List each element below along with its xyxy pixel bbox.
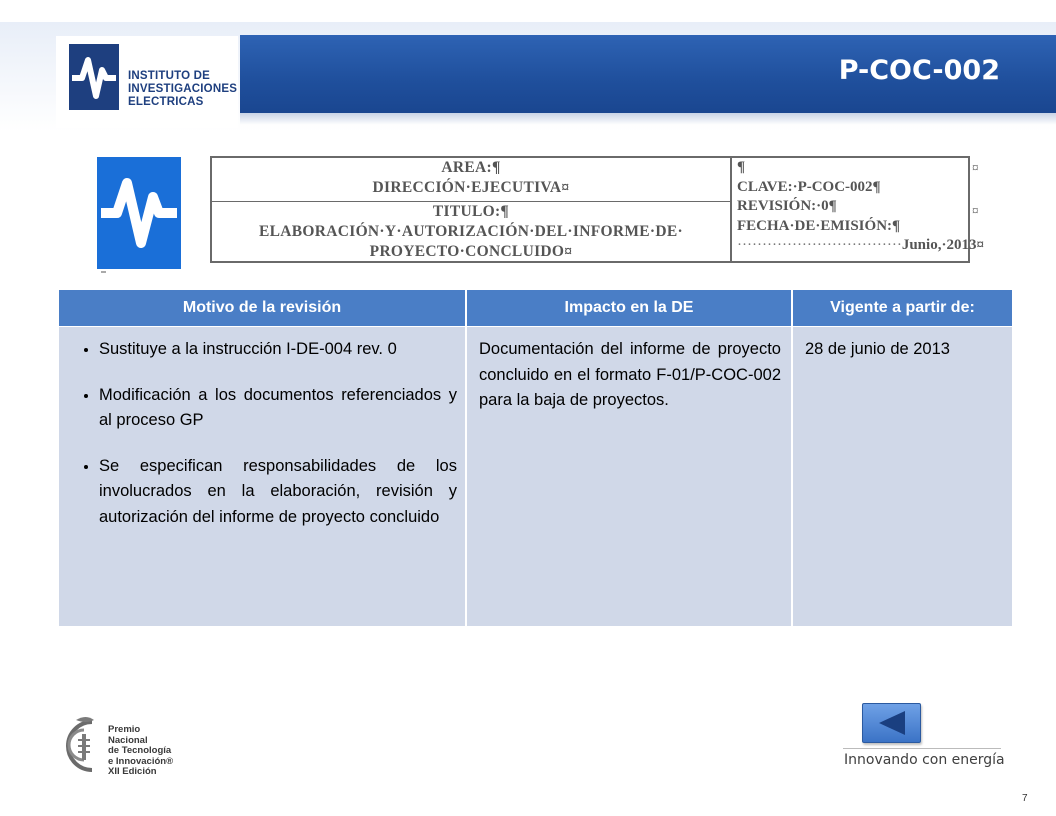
titulo-line: ELABORACIÓN·Y·AUTORIZACIÓN·DEL·INFORME·DE· bbox=[259, 223, 683, 240]
iie-wave-logo-icon bbox=[66, 42, 122, 112]
premio-line: Premio bbox=[108, 724, 141, 735]
pilcrow: ¶ bbox=[737, 159, 746, 175]
back-button[interactable] bbox=[862, 703, 921, 743]
premio-text bbox=[108, 725, 173, 778]
premio-line: de Tecnología bbox=[108, 745, 172, 756]
revision-field: REVISIÓN:·0¶ bbox=[737, 198, 837, 214]
institute-name-line: INSTITUTO DE bbox=[128, 70, 211, 82]
triangle-left-icon bbox=[877, 710, 907, 736]
fecha-label: FECHA·DE·EMISIÓN:¶ bbox=[737, 217, 901, 234]
premio-logo-icon bbox=[56, 712, 106, 776]
fecha-value-row bbox=[737, 236, 984, 256]
institute-logo bbox=[56, 36, 238, 128]
list-item: • Se especifican responsabilidades de los involucrados en la elaboración, revisión y autorización del informe de proyecto concluido bbox=[99, 454, 457, 531]
revision-table bbox=[59, 290, 1012, 626]
list-item: • Modificación a los documentos referenciados y al proceso GP bbox=[99, 383, 457, 434]
institute-name-line: ELECTRICAS bbox=[128, 96, 204, 108]
institute-name-line: INVESTIGACIONES bbox=[128, 83, 238, 95]
header-vigente: Vigente a partir de: bbox=[793, 290, 1012, 326]
fecha-value: Junio,·2013¤ bbox=[901, 237, 984, 253]
cell-impacto bbox=[467, 327, 791, 626]
header-band-shadow bbox=[240, 113, 1056, 125]
slogan: Innovando con energía bbox=[844, 752, 1005, 768]
premio-line: Nacional bbox=[108, 734, 148, 746]
premio-line: e Innovación® bbox=[108, 755, 174, 767]
doc-header-mark bbox=[101, 271, 106, 273]
clave-field: CLAVE:·P-COC-002¶ bbox=[737, 178, 881, 195]
end-cell-mark: ¤ bbox=[972, 160, 979, 175]
doc-header-left bbox=[212, 158, 732, 261]
list-item: • Sustituye a la instrucción I-DE-004 rev. 0 bbox=[99, 337, 457, 363]
document-header-table bbox=[210, 156, 984, 263]
area-cell bbox=[212, 158, 730, 202]
end-cell-mark: ¤ bbox=[972, 203, 979, 218]
doc-header-right bbox=[732, 158, 984, 261]
area-label: AREA:¶ bbox=[441, 159, 501, 176]
header-impacto: Impacto en la DE bbox=[467, 290, 791, 326]
cell-vigente bbox=[793, 327, 1012, 626]
motivos-list bbox=[59, 327, 465, 530]
page-number: 7 bbox=[1022, 793, 1028, 804]
impacto-text: Documentación del informe de proyecto concluido en el formato F-01/P-COC-002 para la baja de proyectos. bbox=[479, 340, 781, 409]
cell-motivos bbox=[59, 327, 465, 626]
area-value: DIRECCIÓN·EJECUTIVA¤ bbox=[372, 179, 570, 196]
header-motivo: Motivo de la revisión bbox=[59, 290, 465, 326]
premio-line: XII Edición bbox=[108, 766, 157, 777]
titulo-cell bbox=[212, 202, 730, 260]
slogan-divider bbox=[843, 748, 1001, 749]
titulo-label: TITULO:¶ bbox=[432, 203, 510, 220]
fecha-dashes: ································· bbox=[737, 237, 902, 253]
institute-name bbox=[128, 70, 237, 109]
document-code-title: P-COC-002 bbox=[838, 55, 1000, 86]
vigente-text: 28 de junio de 2013 bbox=[805, 340, 950, 358]
titulo-line: PROYECTO·CONCLUIDO¤ bbox=[369, 243, 573, 260]
doc-header-logo-icon bbox=[97, 157, 181, 269]
